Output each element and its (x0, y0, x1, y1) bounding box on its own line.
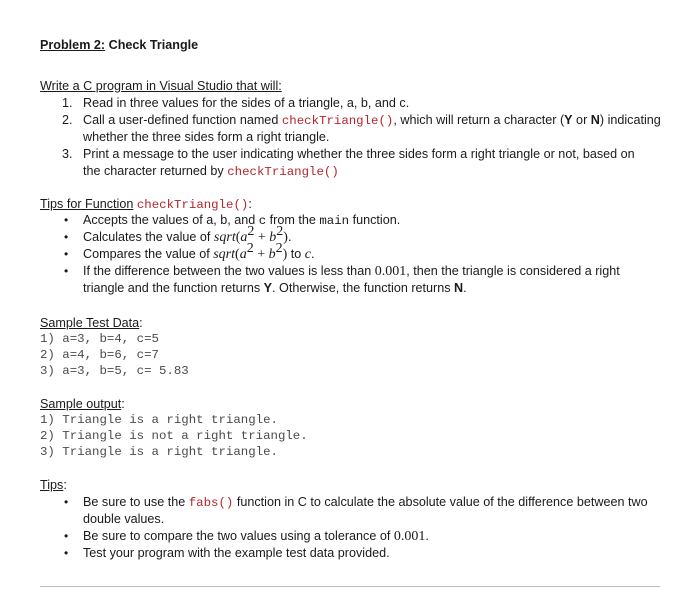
intro-line (40, 78, 282, 95)
math-exponent: 2 (246, 241, 254, 256)
bullet-icon: • (64, 264, 69, 278)
math-expression: ( (235, 230, 241, 245)
tip-bullet-text (83, 263, 620, 281)
tip-text: function in C to calculate the absolute value of the difference between two (233, 495, 648, 509)
math-exponent: 2 (275, 241, 283, 256)
yes-char: Y (263, 281, 273, 295)
problem-name: Check Triangle (105, 38, 199, 52)
function-name-code: checkTriangle() (227, 165, 339, 179)
horizontal-divider (40, 586, 660, 587)
math-expression: ( (235, 247, 240, 262)
tip-text: function. (349, 213, 401, 227)
math-expression: a (239, 247, 247, 262)
inline-code: c (258, 214, 267, 228)
tip-bullet-text: Test your program with the example test data provided. (83, 546, 390, 560)
tip-text: Accepts the values of a, b, and (83, 213, 259, 227)
tip-bullet-text: double values. (83, 512, 165, 526)
math-expression: a (240, 230, 248, 245)
tip-text: . (463, 281, 467, 295)
intro-prefix: Write a (40, 79, 84, 93)
yes-char: Y (564, 113, 573, 127)
math-expression: sqrt (213, 247, 236, 262)
math-exponent: 2 (247, 224, 255, 239)
sample-output-line: 1) Triangle is a right triangle. (40, 413, 278, 427)
step-3-line-1: Print a message to the user indicating whether the three sides form a right triangle or not, based on (83, 147, 635, 161)
page-title (40, 37, 198, 54)
tolerance-value: 0.001 (393, 529, 426, 544)
sample-test-line: 3) a=3, b=5, c= 5.83 (40, 364, 189, 378)
math-expression: + (254, 230, 270, 245)
step-3-line-2 (83, 163, 339, 181)
tip-text: . (287, 230, 292, 244)
tolerance-value: 0.001 (374, 264, 407, 279)
tip-text: from the (266, 213, 320, 227)
sample-test-line: 2) a=4, b=6, c=7 (40, 348, 159, 362)
sample-test-heading (40, 315, 143, 332)
step-1-text: Read in three values for the sides of a triangle, a, b, and c. (83, 96, 410, 110)
step-2-text: Call a user-defined function named (83, 113, 282, 127)
problem-label: Problem 2: (40, 38, 106, 52)
math-expression: sqrt (213, 230, 236, 245)
heading-colon: : (63, 478, 67, 492)
tip-bullet-text (83, 224, 292, 247)
tip-text: Be sure to use the (83, 495, 189, 509)
tip-bullet-text (83, 528, 429, 546)
bullet-icon: • (64, 213, 69, 227)
sample-output-line: 2) Triangle is not a right triangle. (40, 429, 308, 443)
tip-text: Be sure to compare the two values using a tolerance of (83, 529, 394, 543)
step-number: 2. (62, 113, 73, 127)
heading-colon: : (248, 197, 252, 211)
no-char: N (590, 113, 600, 127)
no-char: N (454, 281, 464, 295)
bullet-icon: • (64, 247, 69, 261)
intro-suffix: that will: (232, 79, 282, 93)
math-expression: c (304, 247, 311, 262)
tip-text: If the difference between the two values is less than (83, 264, 375, 278)
function-name-code: fabs() (188, 496, 234, 510)
bullet-icon: • (64, 495, 69, 509)
tip-bullet-text (83, 280, 467, 297)
tip-text: . Otherwise, the function returns (272, 281, 455, 295)
bullet-icon: • (64, 230, 69, 244)
section-heading: Tips for Function (40, 197, 134, 211)
sample-output-line: 3) Triangle is a right triangle. (40, 445, 278, 459)
function-name-code: checkTriangle() (136, 198, 249, 212)
tip-text: Calculates the value of (83, 230, 214, 244)
intro-mid: program in (92, 79, 160, 93)
math-exponent: 2 (276, 224, 284, 239)
math-expression: ) (283, 230, 288, 245)
step-number: 3. (62, 147, 73, 161)
tip-text: Compares the value of (83, 247, 214, 261)
tips-heading (40, 477, 67, 494)
sample-output-heading (40, 396, 125, 413)
sample-test-line: 1) a=3, b=4, c=5 (40, 332, 159, 346)
intro-language: C (83, 79, 93, 93)
tip-bullet-text (83, 494, 648, 512)
bullet-icon: • (64, 546, 69, 560)
step-2-line-1 (83, 112, 661, 130)
tip-text: triangle and the function returns (83, 281, 264, 295)
tip-text: , then the triangle is considered a right (406, 264, 620, 278)
step-2-text: , which will return a character ( (393, 113, 565, 127)
step-2-text: or (572, 113, 591, 127)
tip-bullet-text (83, 241, 315, 264)
step-number: 1. (62, 96, 73, 110)
math-expression: b (269, 230, 277, 245)
math-expression: b (268, 247, 276, 262)
bullet-icon: • (64, 529, 69, 543)
function-name-code: checkTriangle() (281, 114, 394, 128)
heading-colon: : (139, 316, 143, 330)
math-expression: + (253, 247, 269, 262)
tip-text: to (287, 247, 305, 261)
tip-text: . (311, 247, 315, 261)
step-2-text: ) indicating (599, 113, 661, 127)
step-2-line-2: whether the three sides form a right triangle. (83, 130, 330, 144)
step-3-text: the character returned by (83, 164, 228, 178)
math-expression: ) (282, 247, 288, 262)
tip-text: . (425, 529, 429, 543)
section-heading: Sample output (40, 397, 122, 411)
tip-bullet-text (83, 212, 400, 230)
section-heading: Sample Test Data (40, 316, 140, 330)
intro-ide: Visual Studio (159, 79, 233, 93)
inline-code: main (319, 214, 350, 228)
section-heading: Tips (40, 478, 64, 492)
heading-colon: : (121, 397, 125, 411)
